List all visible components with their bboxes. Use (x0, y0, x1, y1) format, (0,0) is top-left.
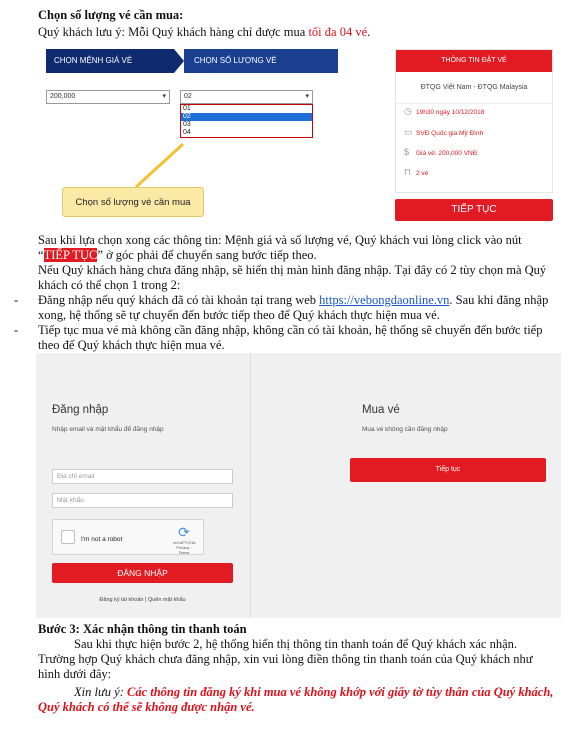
para-line-2 (38, 248, 317, 263)
website-link[interactable]: https://vebongdaonline.vn (319, 293, 450, 307)
ticket-info-header: THÔNG TIN ĐẶT VÉ (396, 50, 552, 72)
step3-para-1: Sau khi thực hiện bước 2, hệ thống hiển thị thông tin thanh toán để Quý khách xác nhận. (74, 637, 517, 651)
login-button[interactable]: ĐĂNG NHẬP (52, 563, 233, 583)
quantity-select[interactable] (180, 90, 313, 104)
quote-open: “ (38, 248, 44, 262)
ticket-count: 2 vé (416, 170, 429, 177)
step3-heading: Bước 3: Xác nhận thông tin thanh toán (38, 622, 247, 636)
price-select[interactable] (46, 90, 170, 104)
quantity-option[interactable]: 04 (183, 129, 191, 136)
qty-note-prefix: Quý khách lưu ý: Mỗi Quý khách hàng chỉ được mua (38, 25, 309, 39)
qty-note-highlight: tối đa 04 vé (308, 25, 368, 39)
step3-para-2-line-1: Trường hợp Quý khách chưa đăng nhập, xin vui lòng điền thông tin thanh toán của Quý khách như (38, 652, 533, 666)
para-line-3: Nếu Quý khách hàng chưa đăng nhập, sẽ hiển thị màn hình đăng nhập. Tại đây có 2 tùy chọn mà Quý (38, 263, 547, 277)
register-link[interactable]: Đăng ký tài khoản (99, 597, 144, 603)
ticket-price-row (404, 147, 477, 159)
login-screenshot (36, 353, 561, 618)
account-links (52, 593, 233, 608)
recaptcha-checkbox[interactable] (61, 530, 75, 544)
stadium-icon: ▭ (404, 127, 413, 137)
bullet-1-line-2: xong, hệ thống sẽ tự chuyển đến bước tiếp theo để Quý khách thực hiện mua vé. (38, 308, 440, 322)
quantity-select-value: 02 (184, 93, 192, 100)
tab-choose-price[interactable]: CHỌN MỆNH GIÁ VÉ (46, 49, 174, 73)
qty-note-suffix: . (367, 25, 371, 39)
seat-icon: ⊓ (404, 167, 412, 177)
ticket-count-row (404, 167, 428, 179)
continue-button[interactable]: TIẾP TỤC (395, 199, 553, 221)
tab-choose-quantity[interactable]: CHỌN SỐ LƯỢNG VÉ (184, 49, 338, 73)
step3-para-2-line-2: hình dưới đây: (38, 667, 112, 681)
buy-subtitle: Mua vé không cần đăng nhập (362, 426, 448, 433)
ticket-venue-row (404, 127, 483, 139)
clock-icon: ◷ (404, 106, 412, 116)
quantity-dropdown (180, 104, 313, 138)
ticket-time: 19h30 ngày 10/12/2018 (416, 109, 485, 116)
ticket-selection-screenshot (38, 45, 558, 231)
quantity-option-selected[interactable]: 02 (181, 113, 312, 121)
password-field[interactable]: Mật khẩu (52, 493, 233, 508)
links-separator: | (144, 597, 147, 603)
para-line-1: Sau khi lựa chọn xong các thông tin: Mệnh giá và số lượng vé, Quý khách vui lòng click vào nút (38, 233, 522, 247)
step3-note-line-2: Quý khách có thể sẽ không được nhận vé. (38, 700, 255, 714)
bullet-1-suffix: . Sau khi đăng nhập (449, 293, 549, 307)
recaptcha-terms[interactable]: Privacy - Terms (176, 545, 192, 555)
recaptcha-icon: ⟳ (178, 524, 190, 540)
login-title: Đăng nhập (52, 404, 109, 416)
bullet-dash: - (14, 323, 19, 337)
callout-arrow (128, 140, 198, 190)
bullet-2-line-1: Tiếp tục mua vé mà không cần đăng nhập, không cần có tài khoản, hệ thống sẽ chuyển đến bước tiếp (38, 323, 543, 337)
ticket-info-panel (395, 49, 553, 193)
login-subtitle: Nhập email và mật khẩu để đăng nhập (52, 426, 164, 433)
chevron-down-icon: ▾ (305, 93, 309, 100)
bullet-1-prefix: Đăng nhập nếu quý khách đã có tài khoản tại trang web (38, 293, 320, 307)
recaptcha-label: I'm not a robot (81, 536, 123, 543)
bullet-dash: - (14, 293, 19, 307)
panel-divider (250, 353, 251, 618)
dollar-icon: $ (404, 147, 410, 157)
ticket-match: ĐTQG Việt Nam - ĐTQG Malaysia (396, 80, 552, 104)
step3-note-line-1 (74, 685, 553, 700)
note-label: Xin lưu ý: (74, 685, 127, 699)
ticket-venue: SVĐ Quốc gia Mỹ Đình (416, 130, 484, 137)
continue-button-reference: TIẾP TỤC (43, 248, 98, 262)
forgot-password-link[interactable]: Quên mật khẩu (147, 597, 186, 603)
price-select-value: 200,000 (50, 93, 76, 100)
bullet-2-line-2: theo để Quý khách thực hiện mua vé. (38, 338, 225, 352)
ticket-price: Giá vé: 200,000 VNĐ (416, 150, 478, 157)
buy-title: Mua vé (362, 404, 400, 416)
quantity-option[interactable]: 03 (183, 121, 191, 128)
para-line-4: khách có thể chọn 1 trong 2: (38, 278, 181, 292)
qty-note (38, 25, 370, 40)
para-line-2-rest: ” ở góc phải để chuyển sang bước tiếp theo. (97, 248, 317, 262)
callout-box: Chọn số lượng vé cần mua (62, 187, 204, 217)
chevron-down-icon: ▾ (162, 93, 166, 100)
tab-arrow (174, 49, 184, 73)
recaptcha-widget (52, 519, 204, 555)
recaptcha-brand: reCAPTCHA (173, 540, 196, 545)
note-text-1: Các thông tin đăng ký khi mua vé không khớp với giấy tờ tùy thân của Quý khách, (127, 685, 554, 699)
quantity-option[interactable]: 01 (183, 105, 191, 112)
guest-continue-button[interactable]: Tiếp tục (350, 458, 546, 482)
email-field[interactable]: Địa chỉ email (52, 469, 233, 484)
ticket-time-row (404, 106, 484, 118)
step-tabs (46, 49, 338, 73)
section-heading: Chọn số lượng vé cần mua: (38, 8, 184, 22)
bullet-1-line-1 (38, 293, 548, 308)
recaptcha-logo (173, 524, 195, 555)
